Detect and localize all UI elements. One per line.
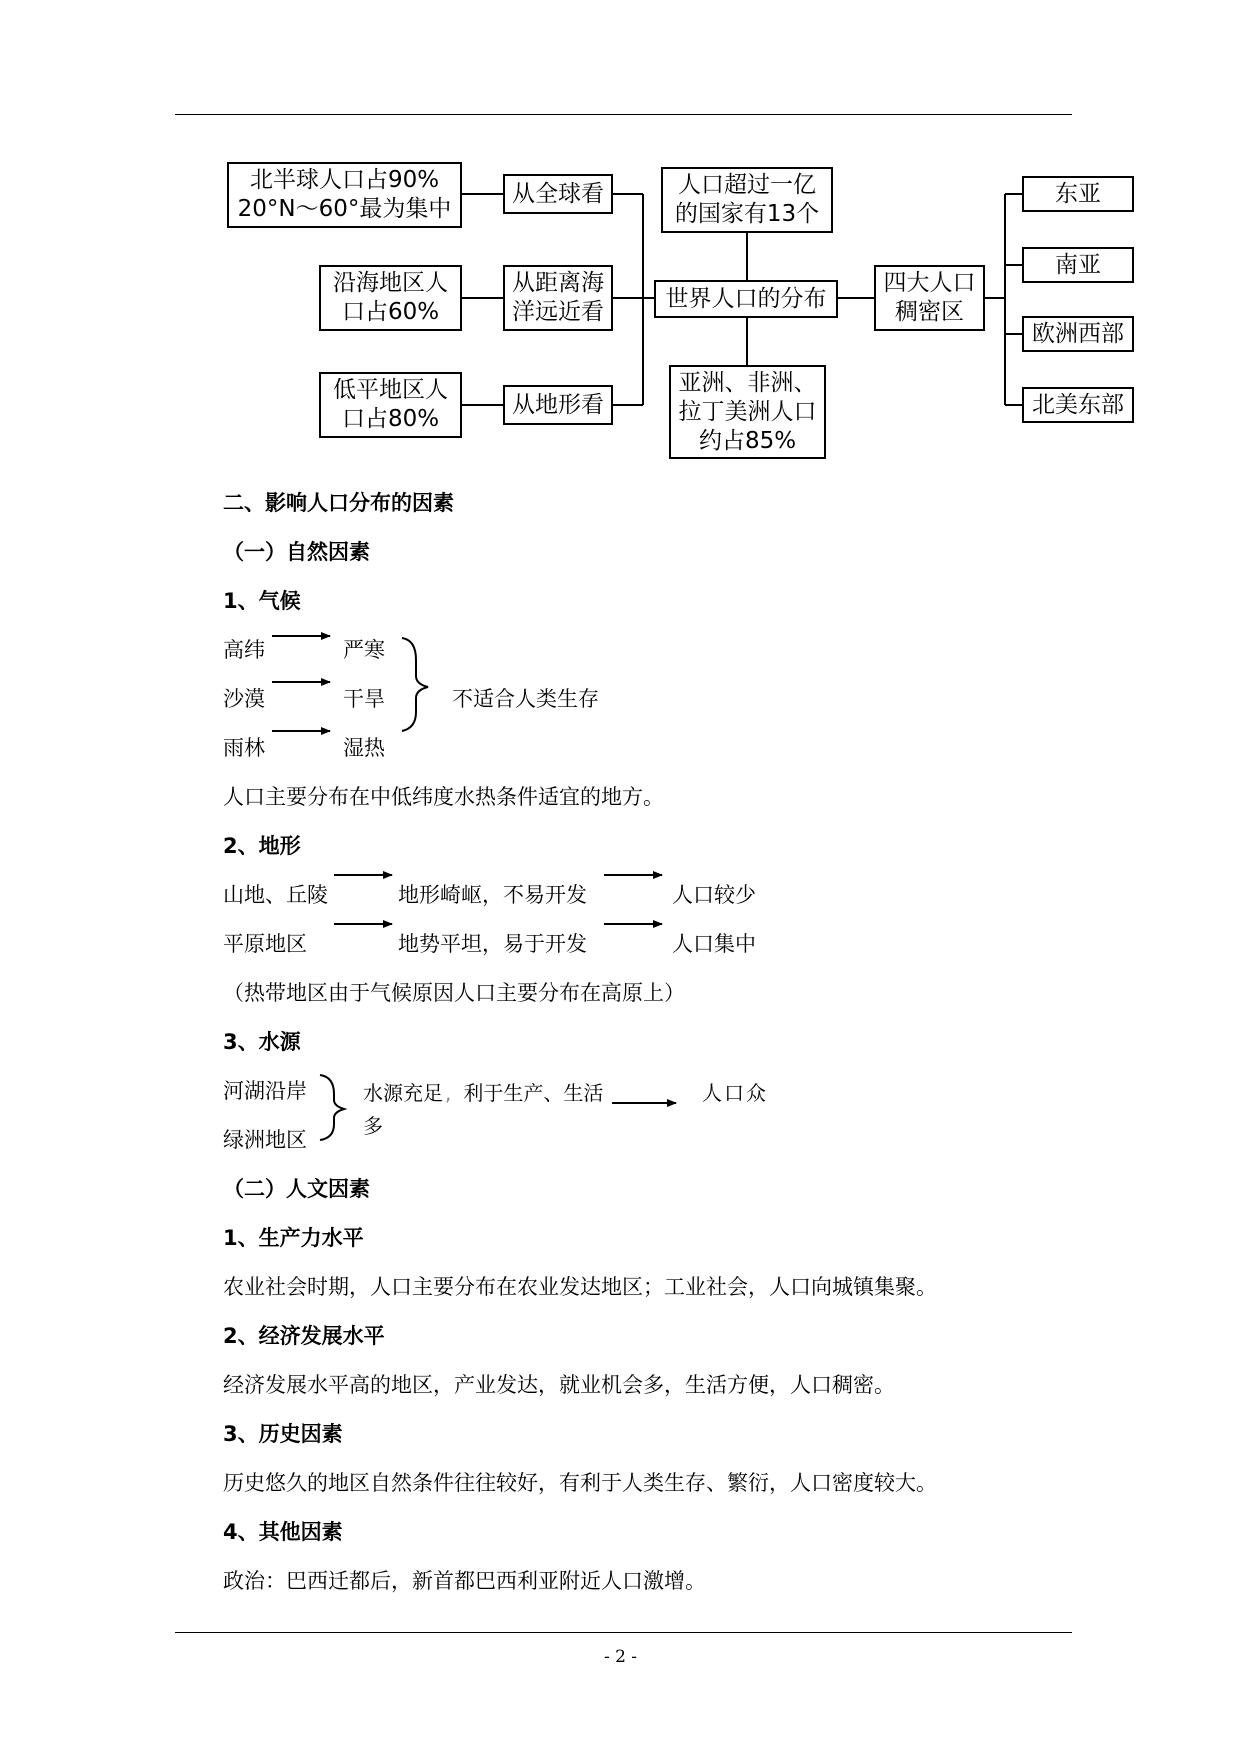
climate-heading: 1、气候 [223, 589, 301, 613]
view-ocean-line1: 从距离海 [512, 270, 604, 296]
climate-from-1: 高纬 [223, 638, 265, 662]
water-reason-line1 [363, 1077, 603, 1106]
other-text: 政治：巴西迁都后，新首都巴西利亚附近人口激增。 [223, 1569, 706, 1593]
terrain-mid-1: 地形崎岖，不易开发 [398, 883, 587, 907]
climate-to-2: 干旱 [343, 687, 385, 711]
climate-from-2: 沙漠 [223, 687, 265, 711]
terrain-from-2: 平原地区 [223, 932, 307, 956]
climate-result: 不适合人类生存 [452, 687, 599, 711]
climate-from-3: 雨林 [223, 736, 265, 760]
bottom-node-line1: 亚洲、非洲、 [678, 369, 817, 396]
productivity-text: 农业社会时期，人口主要分布在农业发达地区；工业社会，人口向城镇集聚。 [223, 1275, 937, 1299]
region-south-asia: 南亚 [1055, 251, 1101, 278]
region-east-asia: 东亚 [1055, 180, 1101, 207]
climate-to-1: 严寒 [343, 638, 385, 662]
water-heading: 3、水源 [223, 1030, 301, 1054]
detail-coastal-line1: 沿海地区人 [333, 270, 448, 296]
detail-coastal-line2: 口占60% [341, 299, 440, 325]
view-global-label: 从全球看 [512, 180, 604, 207]
view-terrain-label: 从地形看 [512, 391, 604, 418]
water-reason-line2: 多 [363, 1114, 383, 1138]
detail-global-line2: 20°N～60°最为集中 [237, 196, 452, 222]
section-title: 二、影响人口分布的因素 [223, 491, 454, 515]
center-node-label: 世界人口的分布 [665, 285, 827, 312]
water-reason-part1: 水源充足 [363, 1081, 443, 1105]
terrain-heading: 2、地形 [223, 834, 301, 858]
economy-text: 经济发展水平高的地区，产业发达，就业机会多，生活方便，人口稠密。 [223, 1373, 895, 1397]
page-number: - 2 - [603, 1647, 638, 1667]
climate-to-3: 湿热 [343, 736, 385, 760]
water-place-2: 绿洲地区 [223, 1128, 307, 1152]
economy-heading: 2、经济发展水平 [223, 1324, 385, 1348]
bottom-node-line3: 约占85% [698, 427, 797, 454]
water-reason-comma: , [445, 1081, 452, 1105]
terrain-from-1: 山地、丘陵 [223, 883, 328, 907]
water-result: 人口众 [702, 1081, 768, 1105]
human-factors-heading: （二）人文因素 [223, 1177, 370, 1201]
top-node-line1: 人口超过一亿 [678, 172, 816, 198]
view-ocean-line2: 洋远近看 [512, 299, 604, 325]
natural-factors-heading: （一）自然因素 [223, 540, 370, 564]
terrain-mid-2: 地势平坦，易于开发 [398, 932, 587, 956]
history-text: 历史悠久的地区自然条件往往较好，有利于人类生存、繁衍，人口密度较大。 [223, 1471, 937, 1495]
top-node-line2: 的国家有13个 [674, 201, 820, 227]
other-heading: 4、其他因素 [223, 1520, 343, 1544]
productivity-heading: 1、生产力水平 [223, 1226, 364, 1250]
history-heading: 3、历史因素 [223, 1422, 343, 1446]
dense-node-line1: 四大人口 [883, 270, 976, 296]
water-place-1: 河湖沿岸 [223, 1079, 307, 1103]
terrain-to-2: 人口集中 [672, 932, 756, 956]
climate-summary: 人口主要分布在中低纬度水热条件适宜的地方。 [223, 785, 664, 809]
bottom-node-line2: 拉丁美洲人口 [678, 398, 817, 425]
detail-lowland-line1: 低平地区人 [333, 377, 448, 403]
region-eastern-north-america: 北美东部 [1032, 391, 1124, 418]
terrain-note: （热带地区由于气候原因人口主要分布在高原上） [223, 981, 685, 1005]
dense-node-line2: 稠密区 [895, 299, 964, 325]
detail-global-line1: 北半球人口占90% [249, 167, 440, 193]
water-reason-part2: 利于生产、生活 [463, 1081, 604, 1105]
terrain-to-1: 人口较少 [672, 883, 756, 907]
detail-lowland-line2: 口占80% [341, 406, 440, 432]
region-western-europe: 欧洲西部 [1032, 320, 1124, 347]
